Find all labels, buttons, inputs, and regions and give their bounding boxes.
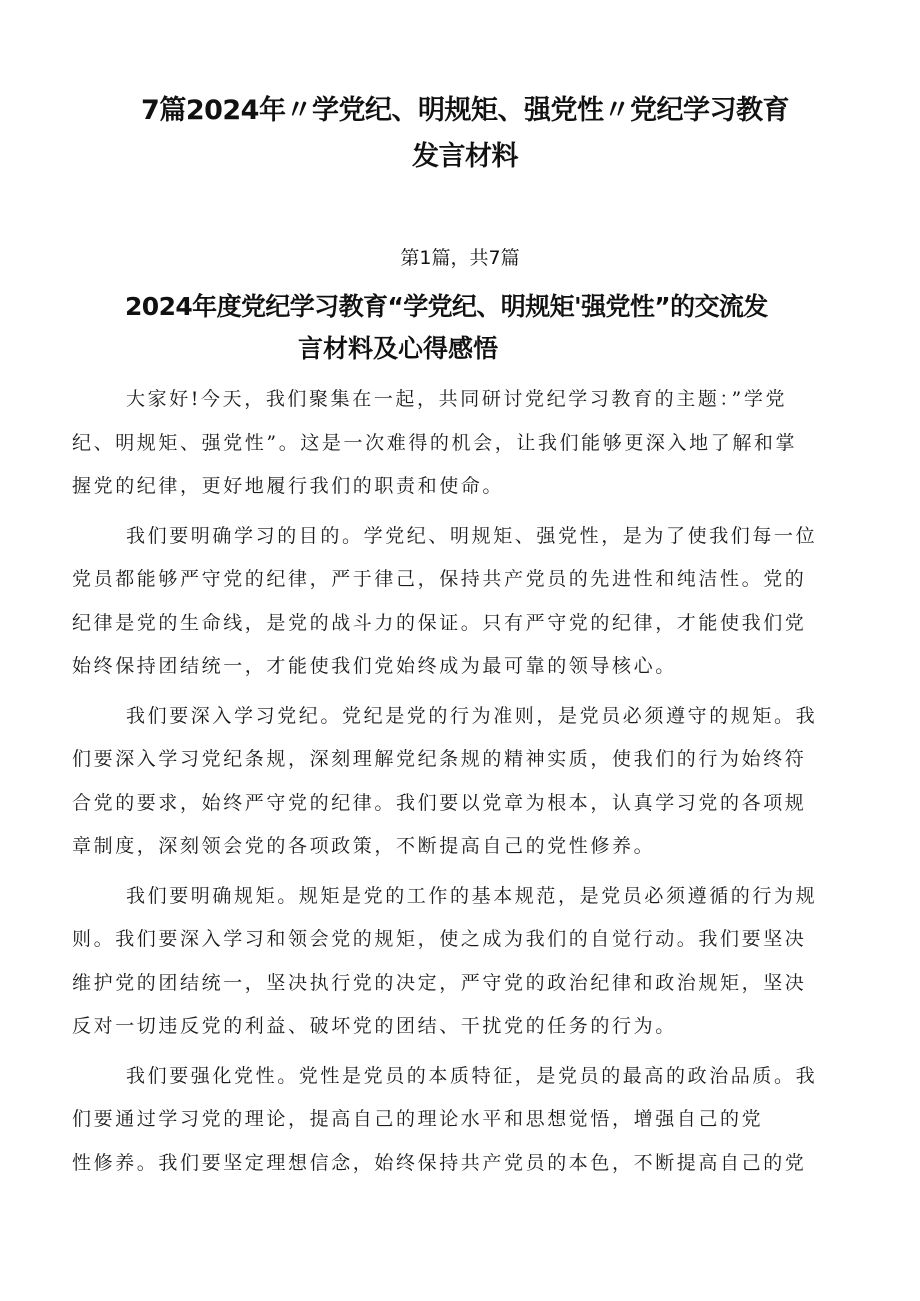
section-title xyxy=(100,286,860,370)
paragraph-line: 党员都能够严守党的纪律，严于律己，保持共产党员的先进性和纯洁性。党的 xyxy=(72,568,807,590)
body-text xyxy=(72,378,862,1191)
paragraph-line: 始终保持团结统一，才能使我们党始终成为最可靠的领导核心。 xyxy=(72,655,677,677)
paragraph-line: 握党的纪律，更好地履行我们的职责和使命。 xyxy=(72,475,505,497)
paragraph-line: 纪、明规矩、强党性”。这是一次难得的机会，让我们能够更深入地了解和掌 xyxy=(72,431,798,454)
paragraph-line: 章制度，深刻领会党的各项政策，不断提高自己的党性修养。 xyxy=(72,835,656,857)
paragraph-line: 我们要深入学习党纪。党纪是党的行为准则，是党员必须遵守的规矩。我 xyxy=(126,704,818,727)
part-label: 第1篇，共7篇 xyxy=(400,247,520,269)
document-title xyxy=(100,88,830,180)
paragraph-4 xyxy=(72,875,862,1049)
paragraph-line: 合党的要求，始终严守党的纪律。我们要以党章为根本，认真学习党的各项规 xyxy=(72,791,807,814)
paragraph-line: 们要通过学习党的理论，提高自己的理论水平和思想觉悟，增强自己的党 xyxy=(72,1108,764,1130)
paragraph-1 xyxy=(72,378,862,509)
paragraph-2 xyxy=(72,515,862,689)
paragraph-5 xyxy=(72,1055,862,1186)
paragraph-line: 纪律是党的生命线，是党的战斗力的保证。只有严守党的纪律，才能使我们党 xyxy=(72,611,807,634)
section-title-line-2: 言材料及心得感悟 xyxy=(298,334,499,363)
paragraph-line: 大家好!今天，我们聚集在一起，共同研讨党纪学习教育的主题：”学党 xyxy=(126,388,788,410)
paragraph-line: 我们要明确学习的目的。学党纪、明规矩、强党性，是为了使我们每一位 xyxy=(126,524,818,547)
paragraph-line: 我们要强化党性。党性是党员的本质特征，是党员的最高的政治品质。我 xyxy=(126,1064,818,1087)
paragraph-line: 则。我们要深入学习和领会党的规矩，使之成为我们的自觉行动。我们要坚决 xyxy=(72,928,807,950)
paragraph-line: 性修养。我们要坚定理想信念，始终保持共产党员的本色，不断提高自己的党 xyxy=(72,1151,807,1174)
section-title-line-1: 2024年度党纪学习教育“学党纪、明规矩'强党性”的交流发 xyxy=(125,292,768,321)
paragraph-line: 反对一切违反党的利益、破坏党的团结、干扰党的任务的行为。 xyxy=(72,1015,677,1037)
document-title-line-1: 7篇2024年〃学党纪、明规矩、强党性〃党纪学习教育 xyxy=(141,95,789,126)
paragraph-line: 我们要明确规矩。规矩是党的工作的基本规范，是党员必须遵循的行为规 xyxy=(126,884,818,907)
paragraph-3 xyxy=(72,695,862,869)
paragraph-line: 们要深入学习党纪条规，深刻理解党纪条规的精神实质，使我们的行为始终符 xyxy=(72,748,807,770)
paragraph-line: 维护党的团结统一，坚决执行党的决定，严守党的政治纪律和政治规矩，坚决 xyxy=(72,971,807,994)
document-title-line-2: 发言材料 xyxy=(412,141,518,172)
